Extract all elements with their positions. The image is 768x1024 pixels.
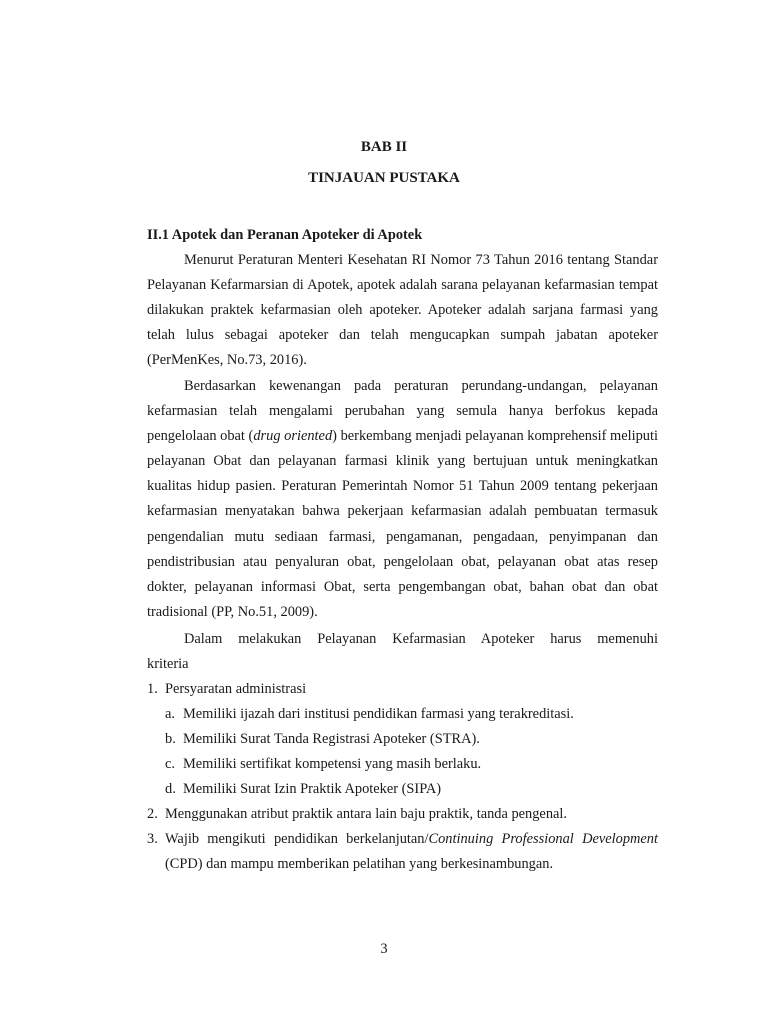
sublist-mark-b: b. xyxy=(165,731,176,747)
list-item-1: Persyaratan administrasi xyxy=(165,681,307,697)
list-number-3: 3. xyxy=(147,831,158,847)
sublist-item-a: Memiliki ijazah dari institusi pendidikan farmasi yang terakreditasi. xyxy=(183,706,574,722)
chapter-title: TINJAUAN PUSTAKA xyxy=(308,170,460,186)
list-item-3-italic-term: Continuing Professional Development xyxy=(428,831,658,847)
sublist-mark-d: d. xyxy=(165,781,176,797)
list-number-2: 2. xyxy=(147,806,158,822)
paragraph-3-line-2: kriteria xyxy=(147,656,189,672)
sublist-item-c: Memiliki sertifikat kompetensi yang masih berlaku. xyxy=(183,756,482,772)
paragraph-2-text-a: Berdasarkan kewenangan pada peraturan perundang-undangan, pelayanan kefarmasian telah mengalami perubahan yang semula hanya berfokus kepada pengelolaan obat ( xyxy=(147,378,658,445)
paragraph-2-text-b: ) berkembang menjadi pelayanan komprehensif meliputi pelayanan Obat dan pelayanan farmasi klinik yang bertujuan untuk meningkatkan kualitas hidup pasien. Peraturan Pemerintah Nomor 51 Tahun 2009 tentang pekerjaan kefarmasian menyatakan bahwa pekerjaan kefarmasian adalah pembuatan termasuk pengendalian mutu sediaan farmasi, pengamanan, pengadaan, penyimpanan dan pendistribusian atau penyaluran obat, pengelolaan obat, pelayanan obat atas resep dokter, pelayanan informasi Obat, serta pengembangan obat, bahan obat dan obat tradisional (PP, No.51, 2009). xyxy=(147,428,658,620)
paragraph-2 xyxy=(147,374,658,625)
sublist-mark-a: a. xyxy=(165,706,175,722)
page-number: 3 xyxy=(380,941,388,957)
sublist-item-d: Memiliki Surat Izin Praktik Apoteker (SIPA) xyxy=(183,781,442,797)
paragraph-1: Menurut Peraturan Menteri Kesehatan RI Nomor 73 Tahun 2016 tentang Standar Pelayanan Kefarmarsian di Apotek, apotek adalah sarana pelayanan kefarmasian tempat dilakukan praktek kefarmasian oleh apoteker. Apoteker adalah sarjana farmasi yang telah lulus sebagai apoteker dan telah mengucapkan sumpah jabatan apoteker (PerMenKes, No.73, 2016). xyxy=(147,252,658,369)
chapter-number: BAB II xyxy=(360,139,408,155)
section-heading: II.1 Apotek dan Peranan Apoteker di Apotek xyxy=(147,227,423,243)
list-item-3-text-a: Wajib mengikuti pendidikan berkelanjutan/ xyxy=(165,831,429,847)
paragraph-3-line-1: Dalam melakukan Pelayanan Kefarmasian Apoteker harus memenuhi xyxy=(184,631,658,647)
sublist-mark-c: c. xyxy=(165,756,175,772)
list-item-3-text-b: (CPD) dan mampu memberikan pelatihan yang berkesinambungan. xyxy=(165,856,554,873)
list-item-2: Menggunakan atribut praktik antara lain baju praktik, tanda pengenal. xyxy=(165,806,567,822)
sublist-item-b: Memiliki Surat Tanda Registrasi Apoteker (STRA). xyxy=(183,731,480,747)
list-number-1: 1. xyxy=(147,681,158,697)
list-item-3 xyxy=(165,827,658,877)
paragraph-2-italic-term: drug oriented xyxy=(253,428,333,445)
